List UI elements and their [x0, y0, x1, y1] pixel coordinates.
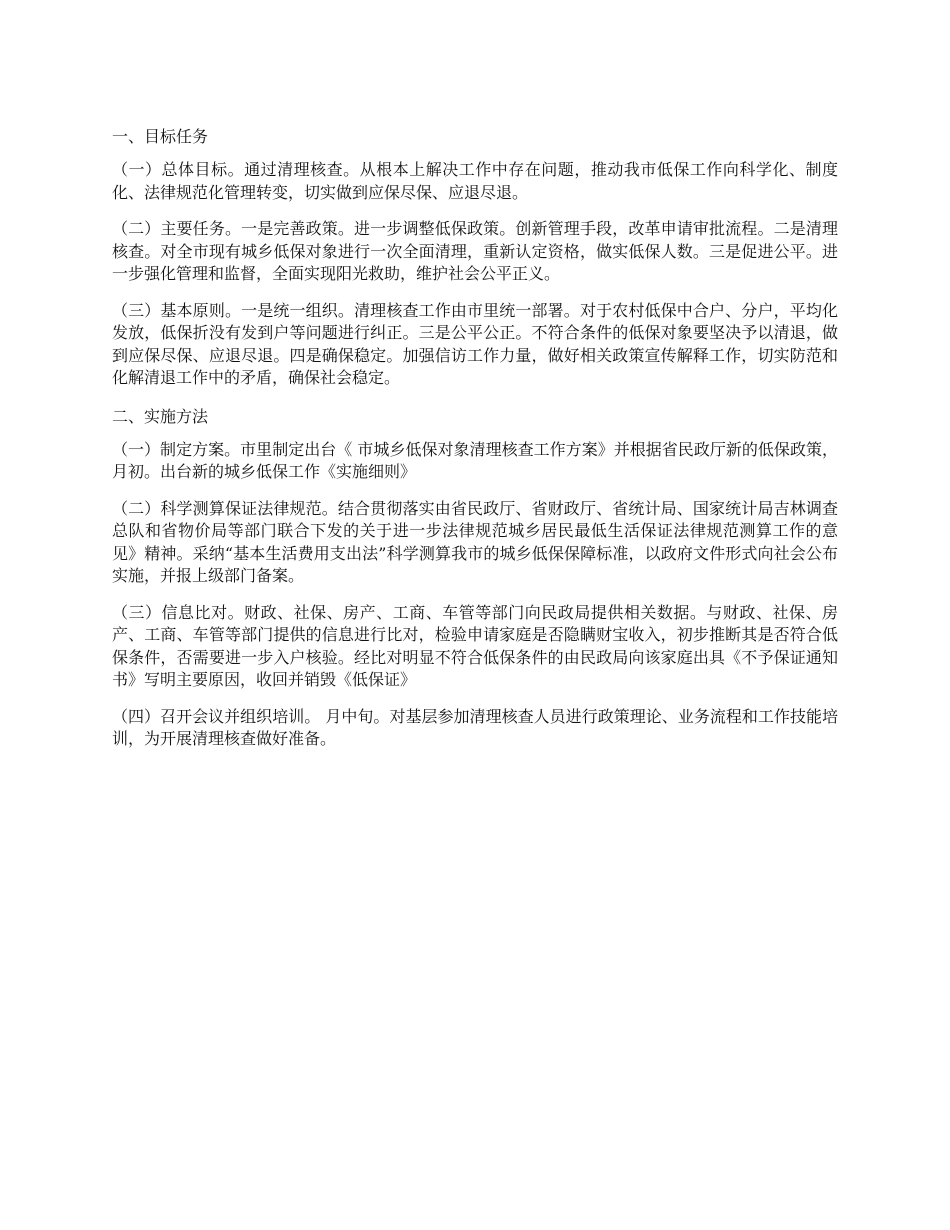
paragraph: （二）主要任务。一是完善政策。进一步调整低保政策。创新管理手段，改革申请审批流程。二是清理核查。对全市现有城乡低保对象进行一次全面清理，重新认定资格，做实低保人数。三是促进公平。进一步强化管理和监督，全面实现阳光救助，维护社会公平正义。 [112, 219, 838, 283]
section-methods [112, 404, 838, 751]
paragraph: （四）召开会议并组织培训。 月中旬。对基层参加清理核查人员进行政策理论、业务流程和工作技能培训，为开展清理核查做好准备。 [112, 706, 838, 748]
paragraph: （二）科学测算保证法律规范。结合贯彻落实由省民政厅、省财政厅、省统计局、国家统计局吉林调查总队和省物价局等部门联合下发的关于进一步法律规范城乡居民最低生活保证法律规范测算工作的意见》精神。采纳“基本生活费用支出法”科学测算我市的城乡低保保障标准，以政府文件形式向社会公布实施，并报上级部门备案。 [112, 498, 838, 585]
section-targets [112, 124, 838, 390]
paragraph: （一）制定方案。市里制定出台《 市城乡低保对象清理核查工作方案》并根据省民政厅新的低保政策， 月初。出台新的城乡低保工作《实施细则》 [112, 439, 838, 481]
paragraph: （一）总体目标。通过清理核查。从根本上解决工作中存在问题，推动我市低保工作向科学化、制度化、法律规范化管理转变，切实做到应保尽保、应退尽退。 [112, 160, 838, 202]
paragraph: （三）信息比对。财政、社保、房产、工商、车管等部门向民政局提供相关数据。与财政、社保、房产、工商、车管等部门提供的信息进行比对，检验申请家庭是否隐瞒财宝收入，初步推断其是否符合低保条件，否需要进一步入户核验。经比对明显不符合低保条件的由民政局向该家庭出具《不予保证通知书》写明主要原因，收回并销毁《低保证》 [112, 602, 838, 689]
section-heading: 二、实施方法 [112, 406, 209, 426]
section-heading: 一、目标任务 [112, 127, 209, 146]
paragraph: （三）基本原则。一是统一组织。清理核查工作由市里统一部署。对于农村低保中合户、分户，平均化发放，低保折没有发到户等问题进行纠正。三是公平公正。不符合条件的低保对象要坚决予以清退，做到应保尽保、应退尽退。四是确保稳定。加强信访工作力量，做好相关政策宣传解释工作，切实防范和化解清退工作中的矛盾，确保社会稳定。 [112, 300, 838, 387]
